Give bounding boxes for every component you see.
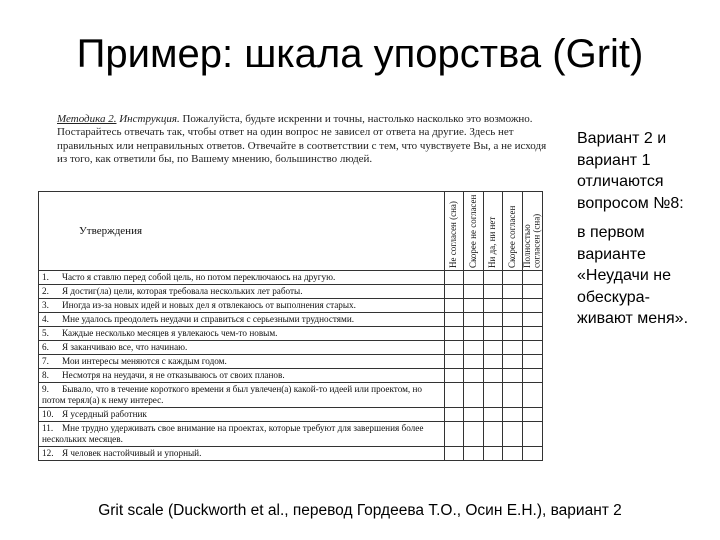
answer-cell[interactable]	[464, 447, 484, 461]
questionnaire-scan	[42, 113, 557, 485]
statement-cell	[39, 299, 445, 313]
table-row	[39, 369, 543, 383]
statement-cell	[39, 341, 445, 355]
statements-body	[39, 271, 543, 461]
statement-number: 11.	[42, 423, 54, 433]
table-row	[39, 285, 543, 299]
answer-cell[interactable]	[483, 271, 503, 285]
table-row	[39, 383, 543, 408]
table-row	[39, 422, 543, 447]
statement-cell	[39, 355, 445, 369]
answer-cell[interactable]	[483, 299, 503, 313]
answer-cell[interactable]	[503, 327, 523, 341]
answer-cell[interactable]	[522, 271, 542, 285]
side-notes	[577, 128, 702, 330]
statement-cell	[39, 313, 445, 327]
table-row	[39, 327, 543, 341]
statement-text: Часто я ставлю перед собой цель, но потом переключаюсь на другую.	[62, 272, 336, 282]
answer-cell[interactable]	[522, 313, 542, 327]
answer-label: Скорее не согласен	[467, 194, 478, 268]
slide-title: Пример: шкала упорства (Grit)	[76, 32, 644, 76]
answer-cell[interactable]	[503, 408, 523, 422]
answer-cell[interactable]	[464, 422, 484, 447]
answer-cell[interactable]	[503, 355, 523, 369]
answer-cell[interactable]	[464, 408, 484, 422]
answer-cell[interactable]	[522, 341, 542, 355]
answer-label: Не согласен (сна)	[448, 201, 459, 268]
answer-cell[interactable]	[483, 327, 503, 341]
statement-number: 6.	[42, 342, 49, 352]
answer-cell[interactable]	[464, 327, 484, 341]
method-label: Методика 2.	[57, 113, 117, 125]
answer-cell[interactable]	[483, 285, 503, 299]
table-row	[39, 341, 543, 355]
side-note-variant-diff: Вариант 2 и вариант 1 отличаются вопросом №8:	[577, 130, 684, 212]
answer-cell[interactable]	[444, 271, 464, 285]
statement-text: Каждые несколько месяцев я увлекаюсь чем-то новым.	[62, 328, 278, 338]
statement-number: 5.	[42, 328, 49, 338]
answer-cell[interactable]	[444, 447, 464, 461]
answer-header-3	[483, 192, 503, 271]
table-header-row	[39, 192, 543, 271]
statement-text: Я усердный работник	[62, 409, 147, 419]
table-row	[39, 355, 543, 369]
answer-cell[interactable]	[444, 341, 464, 355]
answer-cell[interactable]	[464, 341, 484, 355]
answer-cell[interactable]	[522, 447, 542, 461]
answer-cell[interactable]	[464, 355, 484, 369]
answer-cell[interactable]	[503, 285, 523, 299]
answer-cell[interactable]	[483, 422, 503, 447]
answer-cell[interactable]	[483, 355, 503, 369]
statement-cell	[39, 369, 445, 383]
answer-cell[interactable]	[503, 383, 523, 408]
answer-header-2	[464, 192, 484, 271]
answer-cell[interactable]	[444, 383, 464, 408]
answer-cell[interactable]	[503, 271, 523, 285]
answer-cell[interactable]	[503, 313, 523, 327]
answer-cell[interactable]	[444, 355, 464, 369]
statement-number: 2.	[42, 286, 49, 296]
answer-cell[interactable]	[522, 285, 542, 299]
slide-footer: Grit scale (Duckworth et al., перевод Гордеева Т.О., Осин Е.Н.), вариант 2	[98, 502, 622, 519]
instruction-paragraph	[57, 113, 552, 167]
statement-number: 3.	[42, 300, 49, 310]
answer-cell[interactable]	[444, 422, 464, 447]
answer-cell[interactable]	[483, 408, 503, 422]
statement-number: 10.	[42, 409, 54, 419]
statement-cell	[39, 383, 445, 408]
answer-cell[interactable]	[483, 369, 503, 383]
answer-cell[interactable]	[483, 341, 503, 355]
answer-cell[interactable]	[444, 327, 464, 341]
table-row	[39, 447, 543, 461]
statement-text: Я заканчиваю все, что начинаю.	[62, 342, 188, 352]
statement-number: 7.	[42, 356, 49, 366]
table-row	[39, 299, 543, 313]
answer-label: Скорее согласен	[506, 205, 517, 268]
answer-cell[interactable]	[444, 299, 464, 313]
answer-cell[interactable]	[483, 447, 503, 461]
statement-cell	[39, 447, 445, 461]
table-row	[39, 313, 543, 327]
statement-cell	[39, 422, 445, 447]
answer-cell[interactable]	[503, 447, 523, 461]
answer-cell[interactable]	[464, 313, 484, 327]
answer-cell[interactable]	[522, 383, 542, 408]
statement-number: 4.	[42, 314, 49, 324]
answer-cell[interactable]	[522, 422, 542, 447]
statement-text: Иногда из-за новых идей и новых дел я отвлекаюсь от выполнения старых.	[62, 300, 356, 310]
statements-header: Утверждения	[39, 192, 445, 271]
statement-number: 9.	[42, 384, 49, 394]
answer-cell[interactable]	[483, 313, 503, 327]
answer-cell[interactable]	[464, 271, 484, 285]
statement-cell	[39, 327, 445, 341]
answer-cell[interactable]	[522, 355, 542, 369]
answer-cell[interactable]	[464, 299, 484, 313]
table-row	[39, 408, 543, 422]
answer-header-4	[503, 192, 523, 271]
statement-number: 1.	[42, 272, 49, 282]
statement-text: Несмотря на неудачи, я не отказываюсь от своих планов.	[62, 370, 285, 380]
statement-number: 12.	[42, 448, 54, 458]
grit-scale-table	[38, 191, 543, 461]
answer-cell[interactable]	[522, 369, 542, 383]
statement-text: Мои интересы меняются с каждым годом.	[62, 356, 227, 366]
answer-header-1	[444, 192, 464, 271]
answer-cell[interactable]	[444, 285, 464, 299]
statement-text: Бывало, что в течение короткого времени я был увлечен(а) какой-то идеей или проектом, но потом терял(а) к нему интерес.	[42, 384, 423, 405]
answer-cell[interactable]	[522, 327, 542, 341]
statement-text: Я достиг(ла) цели, которая требовала нескольких лет работы.	[62, 286, 303, 296]
answer-cell[interactable]	[444, 408, 464, 422]
answer-cell[interactable]	[444, 313, 464, 327]
instruction-text: Пожалуйста, будьте искренни и точны, настолько насколько это возможно. Постарайтесь отвечать так, чтобы ответ на один вопрос не зависел от ответа на другие. Здесь нет правильных или неправильных ответов. Отвечайте в соответствии с тем, что чувствуете Вы, а не исходя из того, как ответили бы, по Вашему мнению, большинство людей.	[57, 113, 547, 166]
statement-cell	[39, 408, 445, 422]
answer-cell[interactable]	[444, 369, 464, 383]
answer-label: Ни да, ни нет	[487, 216, 498, 268]
statement-text: Мне трудно удерживать свое внимание на проектах, которые требуют для завершения более нескольких месяцев.	[42, 423, 424, 444]
answer-cell[interactable]	[503, 422, 523, 447]
answer-cell[interactable]	[464, 369, 484, 383]
statement-cell	[39, 271, 445, 285]
answer-label: Полностью согласен (сна)	[521, 213, 542, 268]
table-row	[39, 271, 543, 285]
side-note-first-variant: в первом варианте «Неудачи не обескура-живают меня».	[577, 224, 689, 327]
answer-cell[interactable]	[464, 383, 484, 408]
statement-number: 8.	[42, 370, 49, 380]
statement-cell	[39, 285, 445, 299]
instruction-label: Инструкция.	[119, 113, 180, 125]
answer-cell[interactable]	[483, 383, 503, 408]
answer-cell[interactable]	[522, 408, 542, 422]
answer-header-5	[522, 192, 542, 271]
answer-cell[interactable]	[503, 299, 523, 313]
answer-cell[interactable]	[503, 341, 523, 355]
answer-cell[interactable]	[503, 369, 523, 383]
answer-cell[interactable]	[522, 299, 542, 313]
statement-text: Мне удалось преодолеть неудачи и справиться с серьезными трудностями.	[62, 314, 355, 324]
answer-cell[interactable]	[464, 285, 484, 299]
statement-text: Я человек настойчивый и упорный.	[62, 448, 202, 458]
